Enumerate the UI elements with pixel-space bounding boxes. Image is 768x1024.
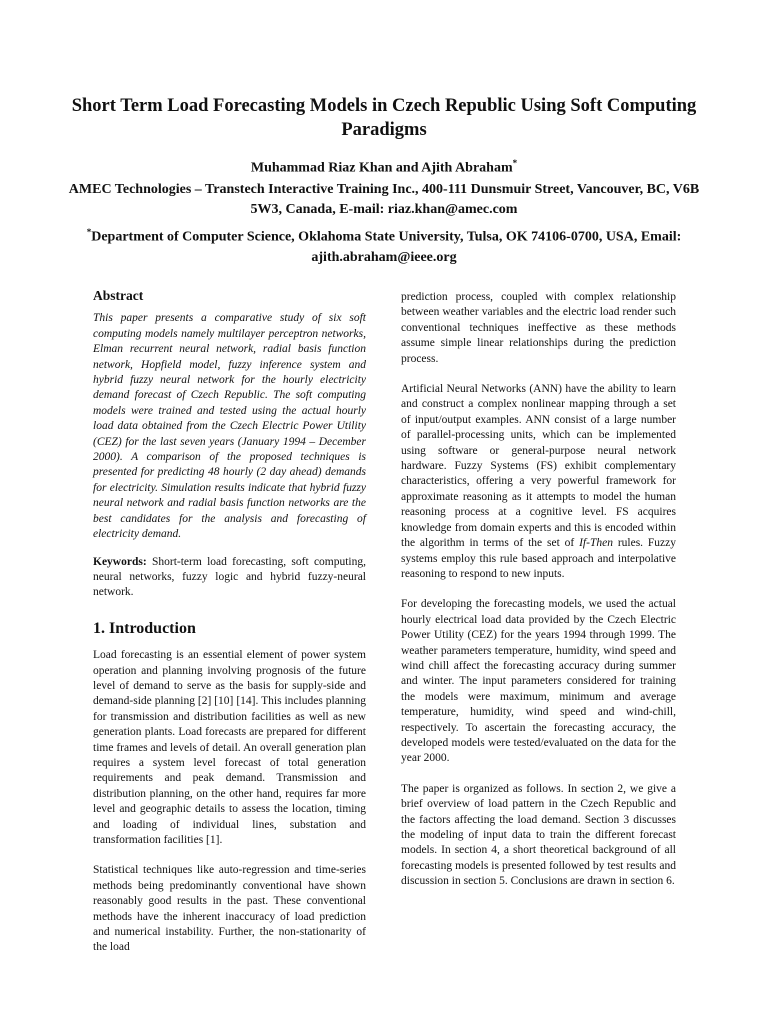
if-then-term: If-Then	[579, 537, 613, 550]
abstract-text: This paper presents a comparative study of six soft computing models namely multilayer perceptron networks, Elman recurrent neural network, radial basis function network, Hopfield model, fuzzy inference system and hybrid fuzzy neural network for the hourly electricity demand forecast of Czech Republic. The soft computing models were trained and tested using the actual hourly load data obtained from the Czech Electric Power Utility (CEZ) for the last seven years (January 1994 – December 2000). A comparison of the proposed techniques is presented for predicting 48 hourly (2 day ahead) demands for electricity. Simulation results indicate that hybrid fuzzy neural network and radial basis function networks are the best candidates for the analysis and forecasting of electricity demand.	[93, 312, 366, 541]
right-paragraph-2	[401, 382, 676, 582]
left-column	[93, 288, 366, 956]
introduction-heading: 1. Introduction	[93, 619, 196, 637]
introduction-paragraph-1: Load forecasting is an essential element of power system operation and planning involving prognosis of the future level of demand to serve as the basis for supply-side and demand-side planning [2] [10] [14]. This includes planning for transmission and distribution facilities as well as new generation plants. Load forecasts are prepared for different time frames and levels of detail. An overall generation plan requires a system level forecast of total generation requirements and peak demand. Transmission and distribution planning, on the other hand, requires far more level and geographic details to assess the location, timing and loading of individual lines, substation and transformation facilities [1].	[93, 649, 366, 846]
keywords-label: Keywords:	[93, 555, 147, 568]
author-footnote-mark: *	[512, 158, 518, 168]
abstract-heading: Abstract	[93, 288, 144, 303]
keywords-paragraph	[93, 555, 366, 601]
introduction-paragraph-2: Statistical techniques like auto-regression and time-series methods being predominantly conventional have shown reasonably good results in the past. These conventional methods have the inherent inaccuracy of load prediction and numerical instability. Further, the non-stationarity of the load	[93, 864, 366, 954]
right-paragraph-3: For developing the forecasting models, we used the actual hourly electrical load data provided by the Czech Electric Power Utility (CEZ) for the years 1994 through 1999. The weather parameters temperature, humidity, wind speed and wind chill affect the forecasting accuracy during summer and winter. The input parameters considered for training the models were maximum, minimum and average temperature, humidity, wind speed and wind-chill, respectively. To ascertain the forecasting accuracy, the developed models were tested/evaluated on the data for the year 2000.	[401, 598, 676, 765]
right-paragraph-1: prediction process, coupled with complex relationship between weather variables and the electric load render such conventional techniques ineffective as these methods assume simple linear relationships during the prediction process.	[401, 291, 676, 365]
right-column	[401, 290, 676, 890]
right-paragraph-4: The paper is organized as follows. In section 2, we give a brief overview of load pattern in the Czech Republic and the factors affecting the load demand. Section 3 discusses the modeling of input data to train the different forecast models. In section 4, a short theoretical background of all forecasting models is presented followed by test results and discussion in section 5. Conclusions are drawn in section 6.	[401, 782, 676, 888]
right-paragraph-2-text: Artificial Neural Networks (ANN) have the ability to learn and construct a complex nonlinear mapping through a set of input/output examples. ANN consist of a large number of parallel-processing units, which can be implemented using software or general-purpose neural network hardware. Fuzzy Systems (FS) exhibit complementary characteristics, offering a very powerful framework for approximate reasoning as it attempts to model the human reasoning process at a cognitive level. FS acquires knowledge from domain experts and this is encoded within the algorithm in terms of the set of	[401, 383, 676, 550]
right-paragraph-2-tail: rules. Fuzzy systems employ this rule based approach and interpolative reasoning to respond to new inputs.	[401, 537, 677, 580]
author-names: Muhammad Riaz Khan and Ajith Abraham	[250, 160, 513, 176]
affiliation-osu	[60, 222, 708, 268]
affiliation-osu-text: Department of Computer Science, Oklahoma State University, Tulsa, OK 74106-0700, USA, Email: ajith.abraham@ieee.org	[91, 229, 682, 265]
keywords-text: Short-term load forecasting, soft computing, neural networks, fuzzy logic and hybrid fuzzy-neural network.	[93, 555, 367, 599]
paper-title: Short Term Load Forecasting Models in Czech Republic Using Soft Computing Paradigms	[71, 96, 697, 140]
author-line	[60, 154, 708, 178]
affiliation-footnote-mark: *	[86, 227, 92, 237]
affiliation-amec: AMEC Technologies – Transtech Interactive Training Inc., 400-111 Dunsmuir Street, Vancouver, BC, V6B 5W3, Canada, E-mail: riaz.khan@amec.com	[68, 182, 700, 217]
